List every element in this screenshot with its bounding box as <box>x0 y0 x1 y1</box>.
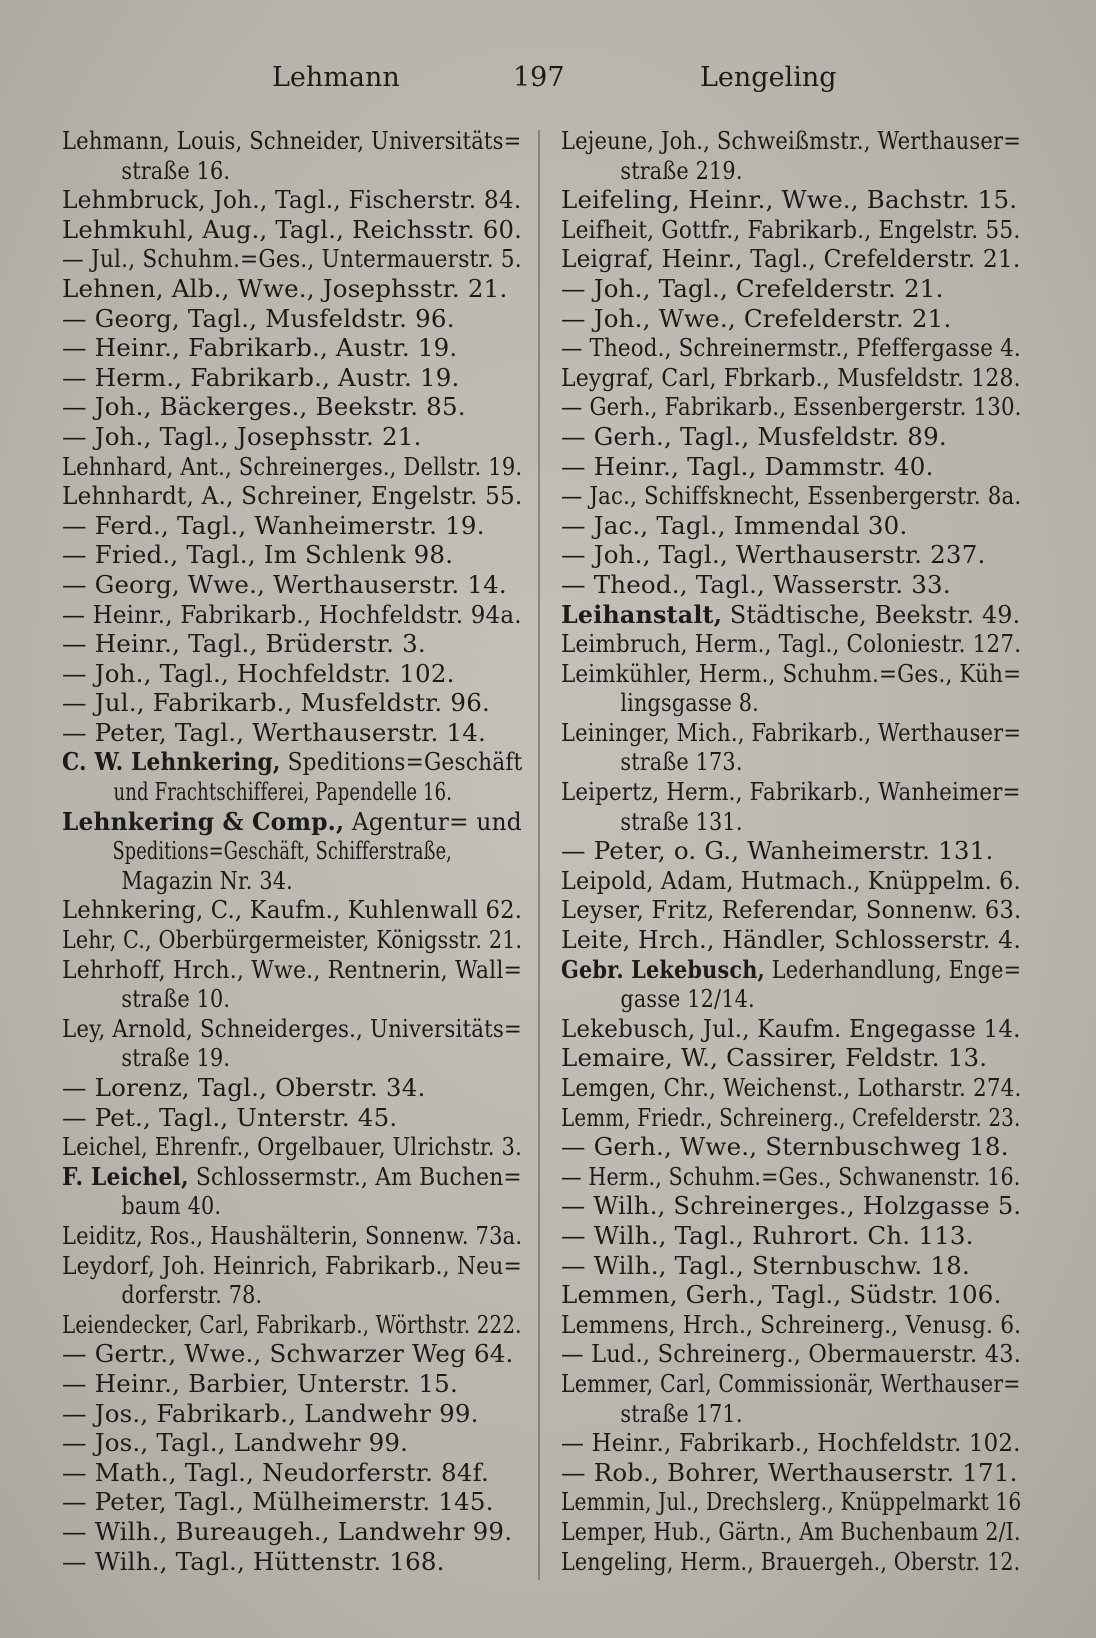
entry-text: — Peter, Tagl., Werthauserstr. 14. <box>62 717 487 747</box>
entry-text: Lemper, Hub., Gärtn., Am Buchenbaum 2/I. <box>561 1516 1021 1546</box>
entry-line <box>62 747 523 777</box>
entry-line <box>62 688 522 718</box>
entry-line <box>561 481 1022 511</box>
entry-line <box>561 214 1021 245</box>
entry-line <box>561 392 1022 422</box>
entry-continuation <box>62 836 452 866</box>
directory-entry <box>561 422 1021 452</box>
entry-text: und Frachtschifferei, Papendelle 16. <box>113 777 453 807</box>
entry-text: — Jac., Tagl., Immendal 30. <box>561 510 908 540</box>
entry-line <box>62 363 522 393</box>
entry-continuation <box>561 1399 951 1429</box>
entry-text: — Gertr., Wwe., Schwarzer Weg 64. <box>62 1339 514 1369</box>
directory-entry <box>62 600 522 630</box>
entry-line <box>62 1013 522 1044</box>
entry-line <box>62 1369 522 1399</box>
directory-entry <box>561 866 1021 896</box>
entry-line <box>62 451 523 482</box>
directory-entry <box>561 1103 1021 1133</box>
entry-text: Ley, Arnold, Schneiderges., Universitäts= <box>62 1013 522 1043</box>
page-number: 197 <box>513 62 565 93</box>
entry-text: straße 219. <box>620 155 743 185</box>
entry-text: — Lorenz, Tagl., Oberstr. 34. <box>62 1073 426 1102</box>
directory-entry <box>62 274 522 304</box>
entry-text: Lederhandlung, Enge= <box>764 954 1022 984</box>
entry-line <box>62 244 522 274</box>
entry-line <box>561 658 1022 689</box>
directory-entry <box>62 807 522 896</box>
entry-text: — Theod., Tagl., Wasserstr. 33. <box>561 569 951 599</box>
entry-text: — Wilh., Tagl., Ruhrort. Ch. 113. <box>561 1220 974 1250</box>
directory-entry <box>561 452 1021 482</box>
entry-line <box>561 540 1021 570</box>
entry-text: Lemm, Friedr., Schreinerg., Crefelderstr. 23. <box>561 1102 1021 1132</box>
entry-line <box>62 1339 522 1369</box>
entry-text: — Jos., Tagl., Landwehr 99. <box>62 1428 409 1458</box>
left-column <box>62 126 522 1576</box>
entry-line <box>62 511 522 541</box>
directory-entry <box>62 1310 522 1340</box>
entry-line <box>62 1132 522 1162</box>
entry-firm-name: Gebr. Lekebusch, <box>561 954 765 984</box>
entry-line <box>62 333 522 363</box>
entry-line <box>62 1487 522 1517</box>
entry-line <box>561 362 1021 393</box>
entry-text: — Joh., Tagl., Hochfeldstr. 102. <box>62 658 455 688</box>
entry-line <box>62 126 522 156</box>
directory-entry <box>561 1369 1021 1428</box>
entry-line <box>561 1516 1021 1547</box>
entry-text: — Heinr., Tagl., Brüderstr. 3. <box>62 629 426 659</box>
entry-continuation <box>62 1191 452 1221</box>
entry-text: — Georg, Wwe., Werthauserstr. 14. <box>62 569 507 599</box>
entry-line <box>62 1399 522 1429</box>
directory-entry <box>62 659 522 689</box>
directory-entry <box>561 274 1021 304</box>
entry-continuation <box>561 156 951 186</box>
entry-continuation <box>62 866 452 896</box>
entry-text: Leydorf, Joh. Heinrich, Fabrikarb., Neu= <box>62 1250 522 1280</box>
entry-line <box>561 1368 1021 1399</box>
entry-line <box>561 304 1021 334</box>
entry-continuation <box>561 984 951 1014</box>
entry-text: Städtische, Beekstr. 49. <box>722 599 1021 629</box>
entry-line <box>561 1013 1021 1044</box>
header-last-name: Lengeling <box>700 62 837 93</box>
directory-entry <box>561 1339 1021 1369</box>
entry-line <box>62 1103 522 1133</box>
entry-text: — Joh., Bäckerges., Beekstr. 85. <box>62 392 466 422</box>
entry-line <box>62 214 523 245</box>
directory-entry <box>561 1428 1021 1458</box>
directory-entry <box>561 955 1021 1014</box>
entry-text: — Heinr., Fabrikarb., Hochfeldstr. 102. <box>561 1428 1021 1458</box>
directory-entry <box>62 1103 522 1133</box>
entry-text: — Heinr., Fabrikarb., Austr. 19. <box>62 333 458 363</box>
entry-line <box>62 895 523 925</box>
entry-text: Lekebusch, Jul., Kaufm. Engegasse 14. <box>561 1013 1021 1043</box>
entry-firm-name: Lehnkering & Comp., <box>62 806 345 836</box>
directory-entry <box>62 422 522 452</box>
directory-entry <box>62 955 522 1014</box>
entry-text: — Gerh., Tagl., Musfeldstr. 89. <box>561 421 947 451</box>
entry-text: — Lud., Schreinerg., Obermauerstr. 43. <box>561 1339 1022 1369</box>
entry-text: Leite, Hrch., Händler, Schlosserstr. 4. <box>561 925 1022 955</box>
entry-text: Speditions=Geschäft <box>280 747 523 777</box>
entry-line <box>62 718 522 748</box>
entry-line <box>561 511 1021 541</box>
entry-line <box>561 1102 1021 1133</box>
entry-continuation <box>62 1043 452 1073</box>
entry-text: Lehmann, Louis, Schneider, Universitäts= <box>62 126 522 155</box>
entry-text: Leigraf, Heinr., Tagl., Crefelderstr. 21. <box>561 244 1021 274</box>
directory-entry <box>62 304 522 334</box>
directory-entry <box>62 1073 522 1103</box>
entry-text: straße 10. <box>121 984 231 1014</box>
entry-line <box>62 659 522 689</box>
entry-line <box>62 1250 522 1281</box>
entry-text: — Wilh., Tagl., Sternbuschw. 18. <box>561 1250 970 1280</box>
directory-entry <box>561 126 1021 185</box>
directory-entry <box>62 392 522 422</box>
entry-text: dorferstr. 78. <box>121 1280 263 1310</box>
directory-entry <box>561 1014 1021 1044</box>
directory-entry <box>561 777 1021 836</box>
directory-entry <box>62 1458 522 1488</box>
entry-line <box>62 954 523 985</box>
entry-text: Lehnhardt, A., Schreiner, Engelstr. 55. <box>62 481 523 511</box>
directory-entry <box>561 363 1021 393</box>
entry-text: — Pet., Tagl., Unterstr. 45. <box>62 1102 398 1132</box>
entry-text: gasse 12/14. <box>620 984 755 1014</box>
entry-line <box>62 599 522 630</box>
entry-text: — Peter, o. G., Wanheimerstr. 131. <box>561 836 994 866</box>
directory-entry <box>561 570 1021 600</box>
entry-continuation <box>561 747 951 777</box>
directory-entry <box>62 1251 522 1310</box>
entry-line <box>561 1073 1022 1103</box>
entry-line <box>561 895 1022 925</box>
directory-entry <box>561 1043 1021 1073</box>
entry-text: Leiditz, Ros., Haushälterin, Sonnenw. 73a. <box>62 1220 523 1250</box>
entry-text: straße 173. <box>620 747 743 777</box>
entry-text: Leyser, Fritz, Referendar, Sonnenw. 63. <box>561 895 1022 925</box>
entry-text: Leipertz, Herm., Fabrikarb., Wanheimer= <box>561 777 1021 807</box>
entry-text: — Rob., Bohrer, Werthauserstr. 171. <box>561 1457 1018 1487</box>
directory-entry <box>62 1487 522 1517</box>
directory-entry <box>561 600 1021 630</box>
directory-entry <box>62 215 522 245</box>
entry-line <box>561 185 1021 215</box>
directory-entry <box>62 1132 522 1162</box>
entry-line <box>561 865 1021 896</box>
entry-text: — Joh., Tagl., Josephsstr. 21. <box>62 421 422 451</box>
directory-entry <box>62 511 522 541</box>
entry-text: — Math., Tagl., Neudorferstr. 84f. <box>62 1457 490 1487</box>
entry-text: Lehnkering, C., Kaufm., Kuhlenwall 62. <box>62 895 523 925</box>
entry-text: Leimbruch, Herm., Tagl., Coloniestr. 127. <box>561 629 1022 659</box>
entry-text: — Joh., Wwe., Crefelderstr. 21. <box>561 303 952 333</box>
entry-line <box>62 925 523 955</box>
entry-line <box>561 1546 1021 1577</box>
directory-entry <box>561 1458 1021 1488</box>
entry-text: — Jul., Schuhm.=Ges., Untermauerstr. 5. <box>62 244 522 274</box>
directory-entry <box>62 1428 522 1458</box>
directory-entry <box>62 126 522 185</box>
entry-text: straße 171. <box>620 1398 743 1428</box>
entry-text: Leininger, Mich., Fabrikarb., Werthauser= <box>561 717 1022 747</box>
entry-text: — Gerh., Fabrikarb., Essenbergerstr. 130. <box>561 392 1022 422</box>
entry-line <box>62 1220 523 1251</box>
directory-entry <box>62 540 522 570</box>
directory-entry <box>62 925 522 955</box>
directory-entry <box>62 481 522 511</box>
entry-text: Lemgen, Chr., Weichenst., Lotharstr. 274. <box>561 1073 1022 1102</box>
entry-text: — Georg, Tagl., Musfeldstr. 96. <box>62 303 455 333</box>
directory-entry <box>561 511 1021 541</box>
entry-text: — Herm., Schuhm.=Ges., Schwanenstr. 16. <box>561 1161 1021 1191</box>
entry-text: Lehmkuhl, Aug., Tagl., Reichsstr. 60. <box>62 214 523 244</box>
entry-continuation <box>62 156 452 186</box>
entry-text: — Heinr., Barbier, Unterstr. 15. <box>62 1368 458 1398</box>
entry-line <box>561 629 1022 659</box>
entry-line <box>561 1309 1022 1340</box>
directory-entry <box>561 304 1021 334</box>
header-first-name: Lehmann <box>272 62 400 93</box>
entry-line <box>561 1251 1021 1281</box>
directory-entry <box>561 925 1021 955</box>
directory-entry <box>561 244 1021 274</box>
entry-text: Lemmin, Jul., Drechslerg., Knüppelmarkt 16 <box>561 1487 1022 1517</box>
page-header <box>0 62 1096 102</box>
entry-text: straße 19. <box>121 1043 231 1073</box>
entry-line <box>62 1161 522 1192</box>
directory-entry <box>62 244 522 274</box>
directory-entry <box>561 1221 1021 1251</box>
entry-text: — Heinr., Tagl., Dammstr. 40. <box>561 451 934 481</box>
entry-line <box>561 1428 1021 1458</box>
entry-text: — Ferd., Tagl., Wanheimerstr. 19. <box>62 510 485 540</box>
entry-line <box>62 1073 522 1103</box>
directory-entry <box>62 1369 522 1399</box>
entry-text: — Fried., Tagl., Im Schlenk 98. <box>62 540 454 570</box>
directory-entry <box>561 1073 1021 1103</box>
entry-line <box>62 304 522 334</box>
entry-firm-name: C. W. Lehnkering, <box>62 747 281 777</box>
directory-entry <box>561 1487 1021 1517</box>
entry-text: Leipold, Adam, Hutmach., Knüppelm. 6. <box>561 865 1021 895</box>
entry-line <box>561 717 1022 748</box>
directory-entry <box>62 718 522 748</box>
entry-line <box>561 570 1021 600</box>
entry-text: — Herm., Fabrikarb., Austr. 19. <box>62 362 460 392</box>
entry-text: Lemmen, Gerh., Tagl., Südstr. 106. <box>561 1280 1002 1310</box>
entry-line <box>561 836 1021 866</box>
entry-line <box>561 1458 1021 1488</box>
entry-line <box>561 452 1021 482</box>
directory-entry <box>561 185 1021 215</box>
entry-text: — Theod., Schreinermstr., Pfeffergasse 4. <box>561 333 1021 363</box>
directory-entry <box>561 1162 1021 1192</box>
entry-line <box>561 274 1021 304</box>
entry-continuation <box>561 807 951 837</box>
entry-line <box>561 925 1022 955</box>
entry-text: Lehmbruck, Joh., Tagl., Fischerstr. 84. <box>62 185 522 215</box>
entry-text: Agentur= und <box>344 806 522 836</box>
entry-line <box>561 1132 1021 1162</box>
entry-line <box>62 185 522 215</box>
entry-text: Lejeune, Joh., Schweißmstr., Werthauser= <box>561 126 1022 155</box>
directory-entry <box>62 1517 522 1547</box>
directory-entry <box>62 629 522 659</box>
entry-text: Leichel, Ehrenfr., Orgelbauer, Ulrichstr. 3. <box>62 1132 522 1162</box>
column-divider <box>538 130 540 1580</box>
directory-entry <box>62 570 522 600</box>
entry-text: Leifheit, Gottfr., Fabrikarb., Engelstr. 55. <box>561 214 1021 244</box>
entry-line <box>62 1309 522 1340</box>
entry-text: — Joh., Tagl., Crefelderstr. 21. <box>561 273 944 303</box>
entry-continuation <box>62 1280 452 1310</box>
entry-text: — Wilh., Schreinerges., Holzgasse 5. <box>561 1191 1022 1221</box>
directory-entry <box>62 1162 522 1221</box>
entry-line <box>561 1043 1021 1073</box>
entry-text: Leiendecker, Carl, Fabrikarb., Wörthstr. 222. <box>62 1309 522 1339</box>
entry-line <box>62 1428 522 1458</box>
entry-text: Lengeling, Herm., Brauergeh., Oberstr. 12. <box>561 1546 1021 1576</box>
directory-entry <box>561 540 1021 570</box>
entry-text: Magazin Nr. 34. <box>121 865 293 895</box>
entry-text: Lehrhoff, Hrch., Wwe., Rentnerin, Wall= <box>62 954 523 984</box>
entry-text: Lemaire, W., Cassirer, Feldstr. 13. <box>561 1043 988 1073</box>
entry-text: Lehnhard, Ant., Schreinerges., Dellstr. 19. <box>62 451 523 481</box>
entry-line <box>62 1458 522 1488</box>
entry-line <box>561 1339 1022 1369</box>
entry-line <box>62 570 522 600</box>
entry-text: — Jac., Schiffsknecht, Essenbergerstr. 8a. <box>561 481 1022 511</box>
entry-line <box>62 481 523 511</box>
entry-line <box>561 599 1021 630</box>
entry-line <box>62 392 522 422</box>
directory-entry <box>62 185 522 215</box>
directory-entry <box>561 392 1021 422</box>
directory-entry <box>561 333 1021 363</box>
entry-text: straße 131. <box>620 806 743 836</box>
entry-text: baum 40. <box>121 1191 222 1221</box>
right-column <box>561 126 1021 1576</box>
entry-continuation <box>561 688 951 718</box>
entry-line <box>62 806 522 837</box>
directory-entry <box>561 1547 1021 1577</box>
directory-entry <box>62 1339 522 1369</box>
directory-entry <box>561 836 1021 866</box>
entry-text: — Heinr., Fabrikarb., Hochfeldstr. 94a. <box>62 599 522 629</box>
entry-line <box>561 954 1022 985</box>
entry-continuation <box>62 777 453 807</box>
entry-line <box>561 1221 1021 1251</box>
directory-entry <box>62 452 522 482</box>
directory-entry <box>561 1191 1021 1221</box>
entry-line <box>561 1487 1022 1517</box>
directory-entry <box>561 718 1021 777</box>
entry-line <box>561 1161 1021 1192</box>
entry-text: straße 16. <box>121 155 231 185</box>
directory-entry <box>561 1517 1021 1547</box>
directory-entry <box>62 688 522 718</box>
directory-entry <box>561 1132 1021 1162</box>
entry-text: — Peter, Tagl., Mülheimerstr. 145. <box>62 1487 494 1517</box>
entry-text: — Wilh., Tagl., Hüttenstr. 168. <box>62 1546 445 1576</box>
directory-entry <box>62 1221 522 1251</box>
entry-text: Leygraf, Carl, Fbrkarb., Musfeldstr. 128. <box>561 362 1021 392</box>
entry-text: Lemmer, Carl, Commissionär, Werthauser= <box>561 1368 1021 1398</box>
directory-entry <box>62 747 522 806</box>
entry-firm-name: F. Leichel, <box>62 1161 189 1191</box>
entry-line <box>62 540 522 570</box>
entry-line <box>62 274 522 304</box>
directory-entry <box>561 481 1021 511</box>
entry-line <box>561 244 1021 274</box>
entry-text: — Jos., Fabrikarb., Landwehr 99. <box>62 1398 479 1428</box>
entry-text: Lehnen, Alb., Wwe., Josephsstr. 21. <box>62 273 508 303</box>
entry-line <box>62 629 522 659</box>
directory-entry <box>561 659 1021 718</box>
entry-line <box>62 1517 522 1547</box>
entry-line <box>561 333 1021 363</box>
entry-line <box>561 422 1021 452</box>
directory-entry <box>62 1547 522 1577</box>
entry-text: — Joh., Tagl., Werthauserstr. 237. <box>561 540 986 570</box>
directory-entry <box>62 363 522 393</box>
entry-line <box>561 1191 1022 1221</box>
directory-entry <box>62 1014 522 1073</box>
entry-text: Schlossermstr., Am Buchen= <box>188 1161 522 1191</box>
directory-entry <box>62 333 522 363</box>
entry-text: — Wilh., Bureaugeh., Landwehr 99. <box>62 1516 513 1546</box>
directory-entry <box>561 629 1021 659</box>
directory-entry <box>561 1310 1021 1340</box>
directory-entry <box>561 1251 1021 1281</box>
directory-entry <box>62 1399 522 1429</box>
directory-entry <box>561 1280 1021 1310</box>
entry-text: — Jul., Fabrikarb., Musfeldstr. 96. <box>62 688 490 718</box>
directory-entry <box>62 895 522 925</box>
entry-firm-name: Leihanstalt, <box>561 599 723 629</box>
entry-text: lingsgasse 8. <box>620 688 759 718</box>
directory-entry <box>561 895 1021 925</box>
directory-entry <box>561 215 1021 245</box>
entry-text: Speditions=Geschäft, Schifferstraße, <box>112 836 452 866</box>
entry-line <box>561 1280 1021 1310</box>
entry-line <box>62 1547 522 1577</box>
entry-text: Lemmens, Hrch., Schreinerg., Venusg. 6. <box>561 1309 1022 1339</box>
entry-line <box>561 126 1022 156</box>
entry-continuation <box>62 984 452 1014</box>
entry-line <box>561 777 1021 807</box>
entry-text: Lehr, C., Oberbürgermeister, Königsstr. 21. <box>62 925 523 955</box>
entry-text: Leimkühler, Herm., Schuhm.=Ges., Küh= <box>561 658 1022 688</box>
entry-text: Leifeling, Heinr., Wwe., Bachstr. 15. <box>561 185 1018 215</box>
entry-line <box>62 422 522 452</box>
entry-text: — Gerh., Wwe., Sternbuschweg 18. <box>561 1132 1009 1162</box>
